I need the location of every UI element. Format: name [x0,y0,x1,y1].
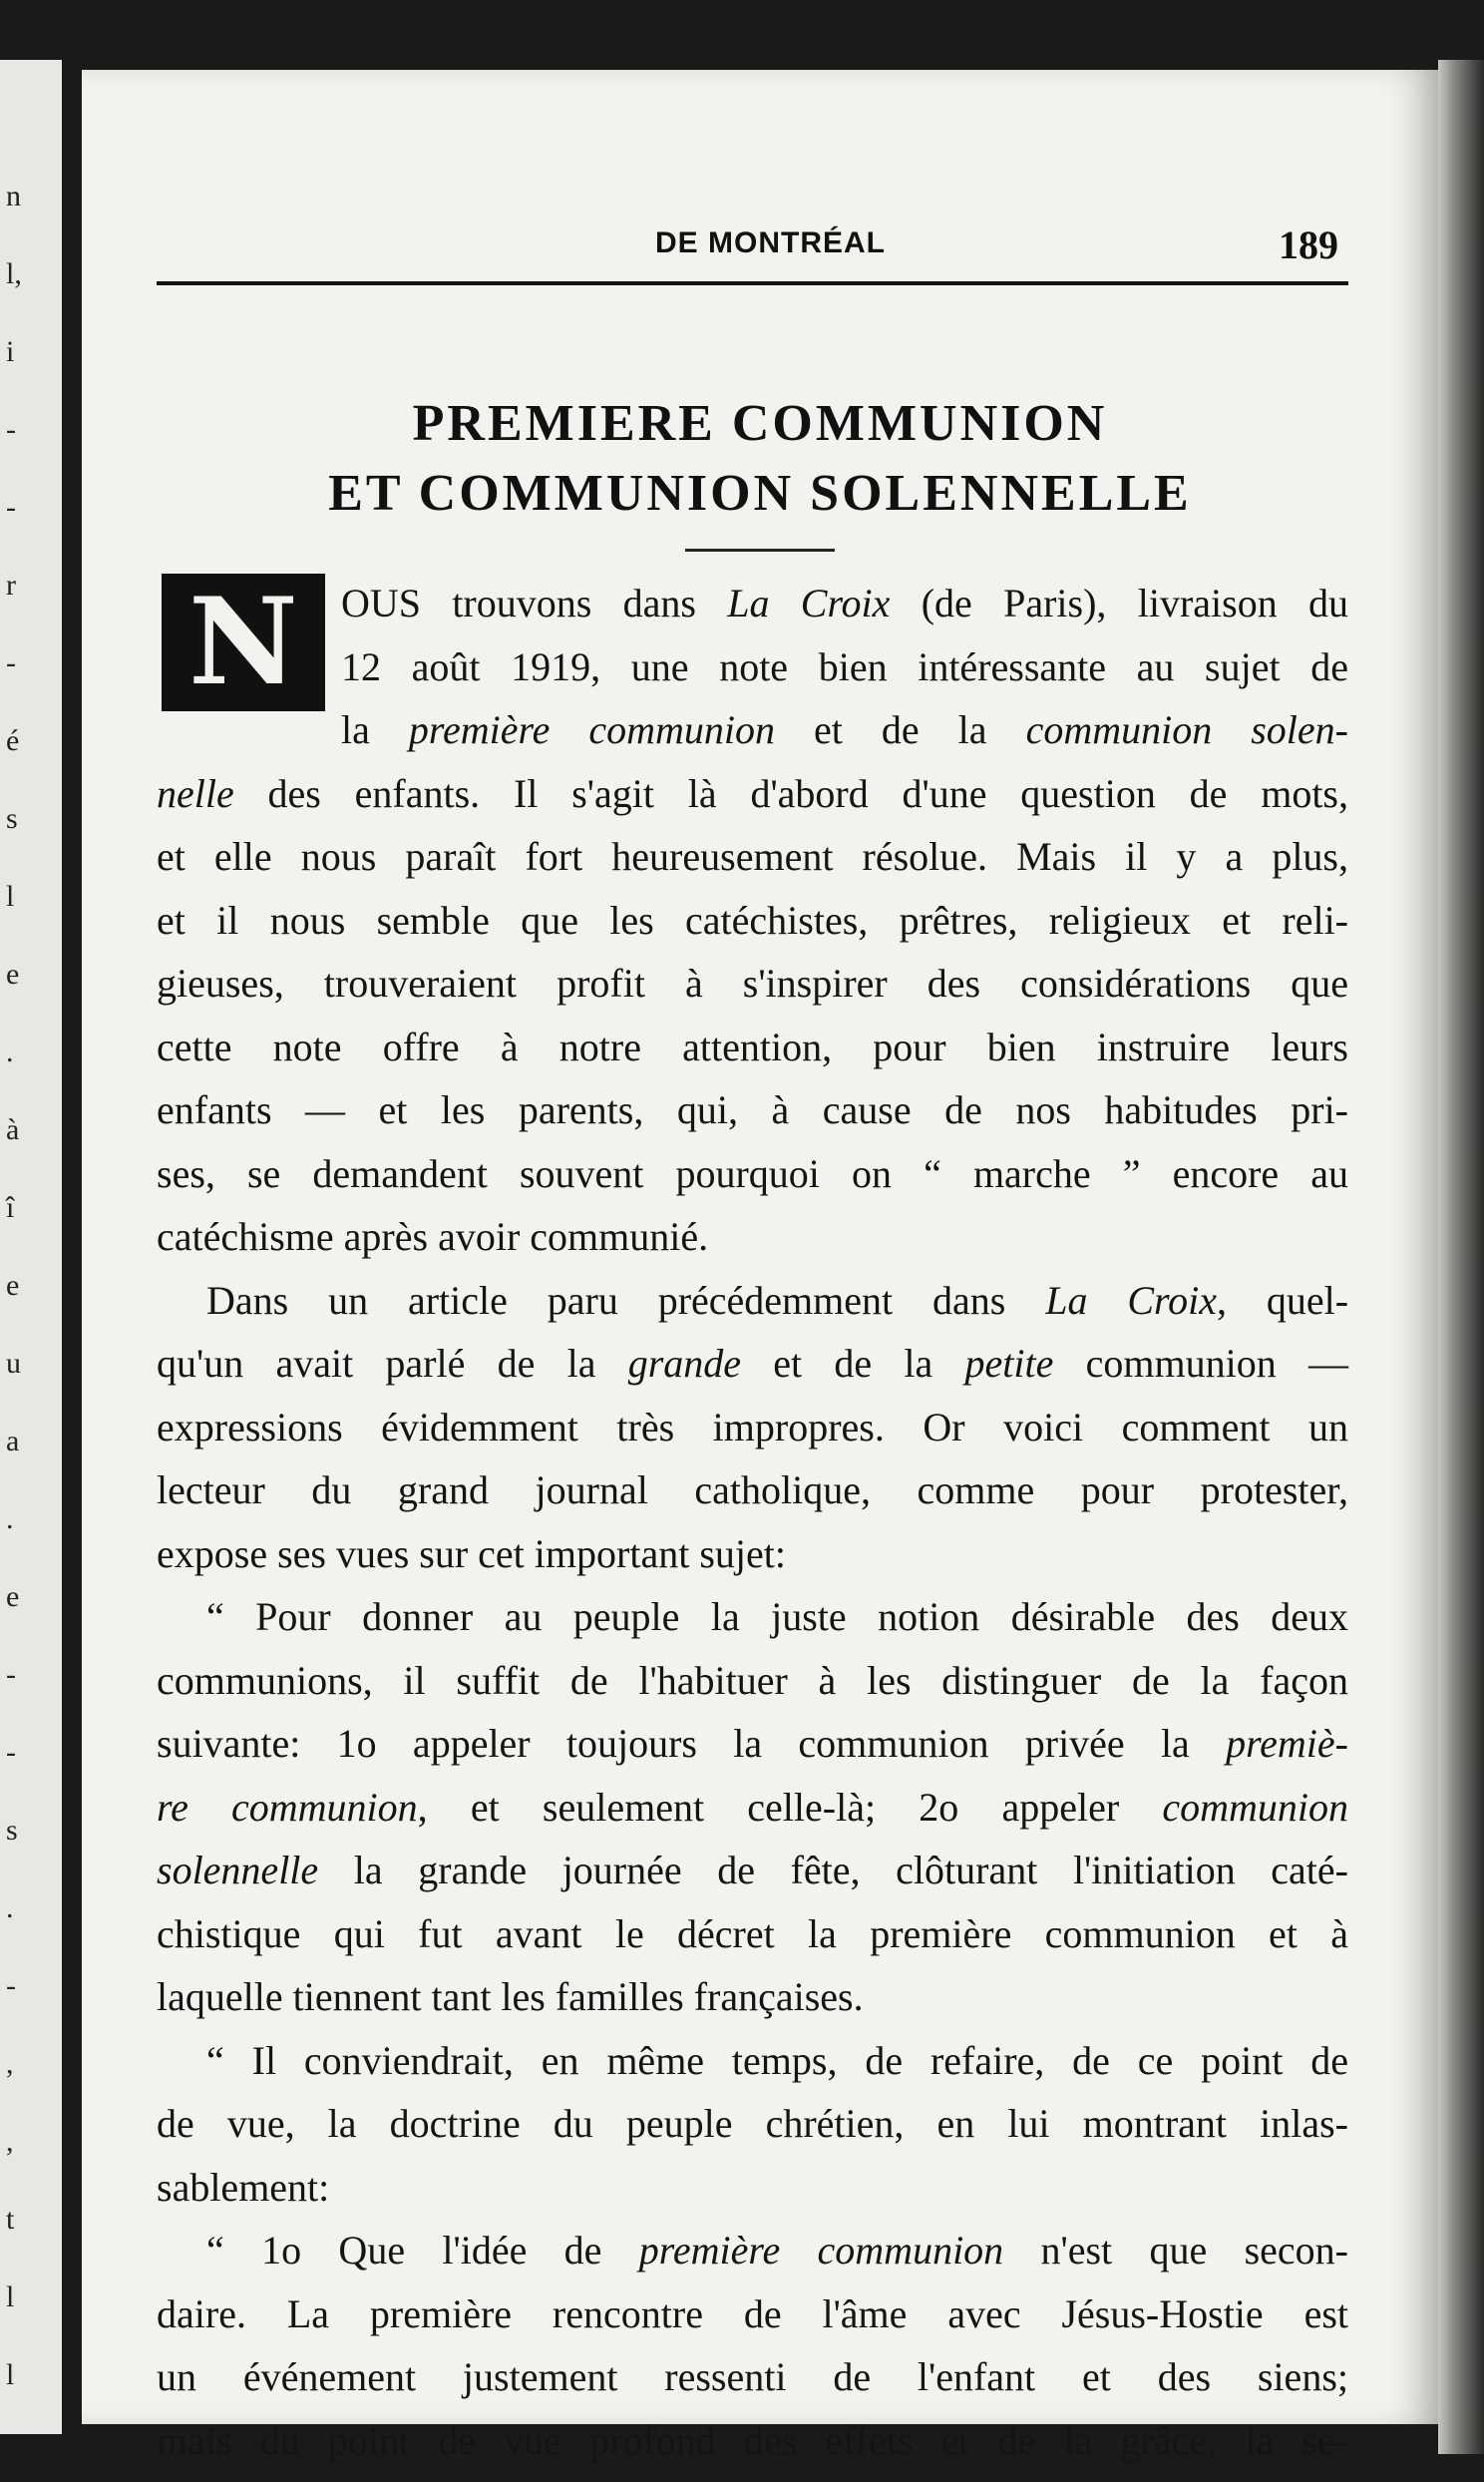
adjacent-page-char: - [6,413,16,446]
text-run: chistique qui fut avant le décret la première communion et à [157,1910,1348,1956]
text-line [157,1339,1348,1389]
adjacent-page-char: l [6,2358,15,2391]
text-run: sablement: [157,2164,330,2210]
adjacent-page-char: e [6,1269,20,1302]
text-run: communions, il suffit de l'habituer à les distinguer de la façon [157,1657,1348,1703]
text-line [157,1972,1348,2022]
article-title [82,389,1438,529]
text-run: Dans un article paru précédemment dans [206,1277,1046,1323]
text-line [157,2163,1348,2213]
text-line [157,832,1348,882]
text-line [157,1212,1348,1262]
text-line [341,705,1348,755]
adjacent-page-char: . [6,1502,14,1535]
adjacent-page-char: a [6,1425,20,1457]
title-line-2: ET COMMUNION SOLENNELLE [328,465,1192,522]
adjacent-page-char: . [6,1891,14,1924]
italic-text: grande [627,1341,742,1386]
text-line [157,1846,1348,1895]
adjacent-page-char: é [6,724,20,757]
text-run: enfants — et les parents, qui, à cause de nos habitudes pri- [157,1087,1348,1132]
adjacent-page-char: , [6,2125,14,2158]
text-line [157,896,1348,946]
text-line [157,1909,1348,1959]
text-run: expose ses vues sur cet important sujet: [157,1530,786,1576]
running-header [152,221,1338,281]
text-run: et elle nous paraît fort heureusement résolue. Mais il y a plus, [157,834,1348,879]
adjacent-page-char: n [6,180,21,212]
text-line [157,1719,1348,1769]
text-line [341,579,1348,628]
text-line [157,1656,1348,1706]
text-run: qu'un avait parlé de la [157,1341,628,1386]
text-run: OUS trouvons dans [341,581,728,625]
adjacent-page-char: i [6,335,15,368]
adjacent-page-char: u [6,1347,21,1380]
title-divider [685,549,835,552]
italic-text: La Croix [1045,1277,1217,1323]
text-run: de vue, la doctrine du peuple chrétien, en lui montrant inlas- [157,2101,1348,2146]
title-line-1: PREMIERE COMMUNION [412,395,1108,452]
adjacent-page-char: e [6,958,20,991]
adjacent-page-char: l [6,880,15,913]
text-run: laquelle tiennent tant les familles françaises. [157,1974,864,2019]
adjacent-page-edge [0,60,62,2434]
text-line [157,2226,1348,2275]
italic-text: communion solen- [1025,707,1348,752]
adjacent-page-char: - [6,1969,16,2002]
adjacent-page-char: s [6,1814,18,1847]
adjacent-page-char: . [6,1035,14,1068]
text-run: et de la [741,1341,965,1386]
text-line [157,2099,1348,2149]
text-run: 12 août 1919, une note bien intéressante au sujet de [341,643,1348,689]
adjacent-page-char: t [6,2203,15,2236]
text-run: et il nous semble que les catéchistes, prêtres, religieux et reli- [157,897,1348,943]
text-run: un événement justement ressenti de l'enfant et des siens; [157,2354,1348,2399]
book-page [82,70,1438,2463]
text-run: catéchisme après avoir communié. [157,1214,709,1259]
text-line [157,1403,1348,1452]
adjacent-page-char: e [6,1580,20,1613]
text-line [157,1783,1348,1833]
text-line [157,1465,1348,1515]
header-rule [157,281,1348,285]
text-line [157,1529,1348,1579]
text-line [157,1023,1348,1072]
adjacent-page-char: à [6,1113,20,1146]
adjacent-page-char: - [6,1658,16,1691]
adjacent-page-char: , [6,2047,14,2080]
italic-text: petite [964,1341,1054,1386]
text-run: “ 1o Que l'idée de [206,2228,639,2273]
text-run: expressions évidemment très impropres. Or voici comment un [157,1404,1348,1449]
italic-text: première communion [638,2228,1004,2273]
text-line [157,1276,1348,1326]
text-line [157,959,1348,1009]
text-run: n'est que secon- [1003,2228,1348,2273]
italic-text: solennelle [157,1848,319,1892]
text-line [341,642,1348,692]
italic-text: nelle [157,770,234,816]
text-run: suivante: 1o appeler toujours la communion privée la [157,1721,1227,1766]
book-spine-edge [1438,60,1484,2454]
page-number: 189 [1279,222,1338,267]
adjacent-page-char: î [6,1191,15,1224]
text-run: “ Il conviendrait, en même temps, de refaire, de ce point de [206,2037,1348,2083]
adjacent-page-char: - [6,1736,16,1769]
text-line [157,1592,1348,1642]
text-run: , et seulement celle-là; 2o appeler [417,1784,1163,1830]
text-run: communion — [1053,1341,1348,1386]
text-run: cette note offre à notre attention, pour bien instruire leurs [157,1024,1348,1069]
text-line [157,1149,1348,1199]
adjacent-page-char: - [6,646,16,679]
text-run: ses, se demandent souvent pourquoi on “ marche ” encore au [157,1150,1348,1196]
adjacent-page-char: - [6,491,16,524]
text-run: “ Pour donner au peuple la juste notion désirable des deux [206,1594,1348,1639]
italic-text: communion [1162,1784,1348,1830]
text-line [157,2352,1348,2402]
text-run: lecteur du grand journal catholique, comme pour protester, [157,1467,1348,1512]
text-run: des enfants. Il s'agit là d'abord d'une question de mots, [233,770,1348,816]
adjacent-page-char: s [6,802,18,835]
adjacent-page-char: r [6,569,16,602]
text-run: la grande journée de fête, clôturant l'initiation caté- [318,1848,1348,1892]
text-line [157,769,1348,819]
text-line [157,2289,1348,2339]
text-run: la [341,707,409,752]
adjacent-page-char: l, [6,257,22,290]
drop-cap-initial: N [162,574,325,711]
text-line [157,2036,1348,2086]
italic-text: première communion [408,707,775,752]
text-run: gieuses, trouveraient profit à s'inspirer des considérations que [157,961,1348,1006]
running-title: DE MONTRÉAL [655,226,886,259]
adjacent-page-char: l [6,2280,15,2313]
text-run: mais du point de vue profond des effets et de la grâce, la se- [157,2417,1348,2463]
text-run: daire. La première rencontre de l'âme avec Jésus-Hostie est [157,2290,1348,2336]
text-line [157,1085,1348,1135]
italic-text: La Croix [727,581,891,625]
italic-text: re communion [157,1784,418,1830]
text-run: et de la [774,707,1026,752]
text-line [157,2416,1348,2466]
text-run: (de Paris), livraison du [890,581,1349,625]
italic-text: premiè- [1226,1721,1348,1766]
text-run: , quel- [1216,1277,1349,1323]
